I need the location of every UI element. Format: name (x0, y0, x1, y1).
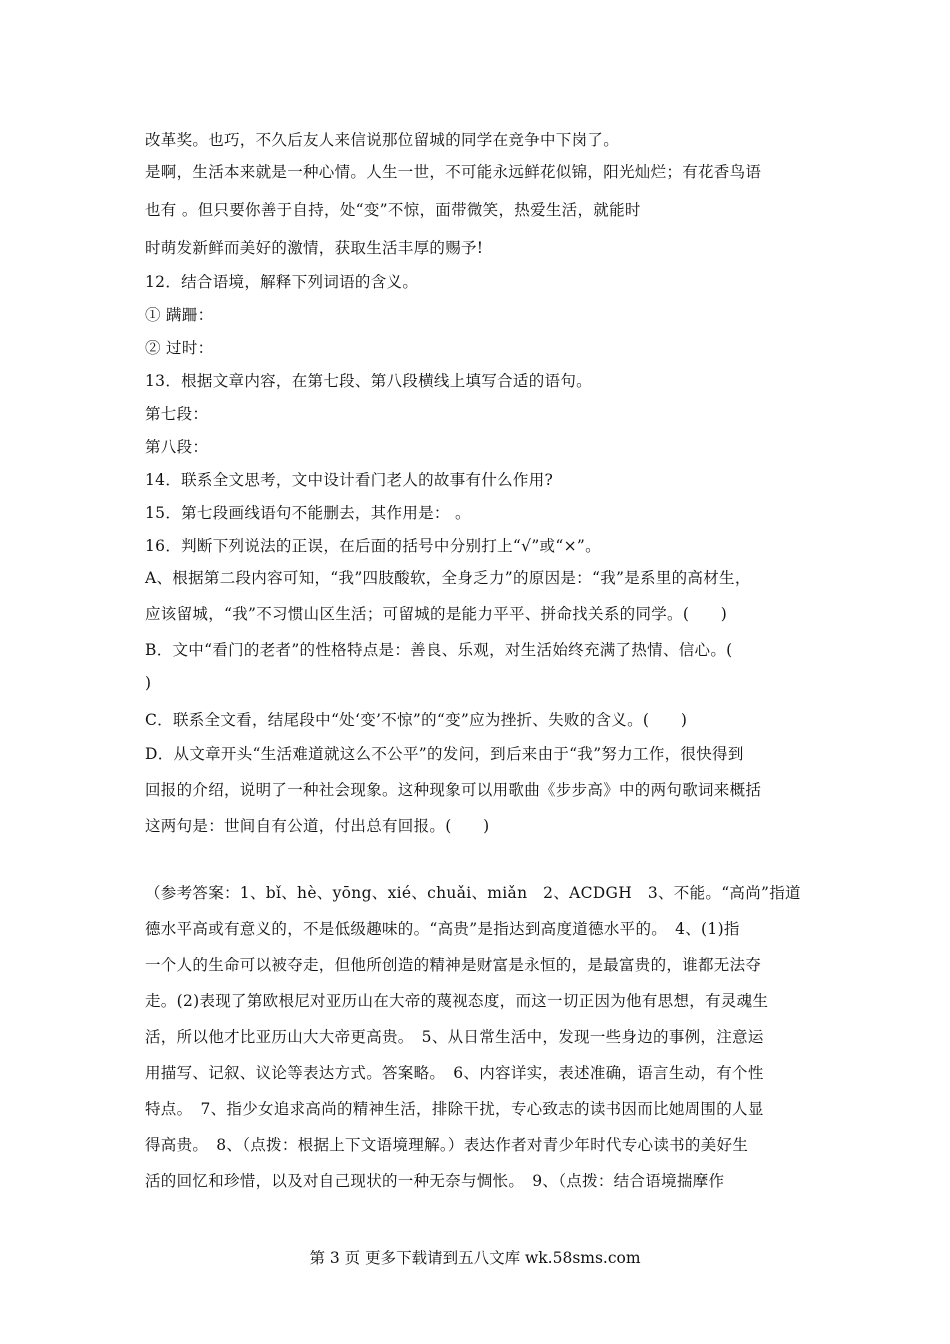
answer-line: （参考答案：1、bǐ、hè、yōng、xié、chuǎi、miǎn 2、ACDGH 3、不能。“高尚”指道 (145, 884, 801, 902)
answer-line: 一个人的生命可以被夺走，但他所创造的精神是财富是永恒的，是最富贵的，谁都无法夺 (145, 956, 762, 974)
text-line: 14．联系全文思考，文中设计看门老人的故事有什么作用? (145, 471, 554, 489)
text-line: ① 蹒跚： (145, 306, 214, 324)
text-line: 16．判断下列说法的正误，在后面的括号中分别打上“√”或“×”。 (145, 537, 601, 555)
text-line: 是啊，生活本来就是一种心情。人生一世，不可能永远鲜花似锦，阳光灿烂；有花香鸟语 (145, 163, 762, 181)
text-line: 也有 。但只要你善于自持，处“变”不惊，面带微笑，热爱生活，就能时 (145, 201, 641, 219)
text-line: 第七段： (145, 405, 209, 423)
text-line: 13．根据文章内容，在第七段、第八段横线上填写合适的语句。 (145, 372, 592, 390)
text-line: D．从文章开头“生活难道就这么不公平”的发问，到后来由于“我”努力工作，很快得到 (145, 745, 744, 763)
answer-line: 德水平高或有意义的，不是低级趣味的。“高贵”是指达到高度道德水平的。 4、(1)指 (145, 920, 740, 938)
text-line: 应该留城，“我”不习惯山区生活；可留城的是能力平平、拼命找关系的同学。( ) (145, 605, 728, 623)
answer-line: 特点。 7、指少女追求高尚的精神生活，排除干扰，专心致志的读书因而比她周围的人显 (145, 1100, 764, 1118)
answer-line: 得高贵。 8、（点拨：根据上下文语境理解。）表达作者对青少年时代专心读书的美好生 (145, 1136, 749, 1154)
text-line: 改革奖。也巧，不久后友人来信说那位留城的同学在竞争中下岗了。 (145, 131, 620, 149)
page-footer: 第 3 页 更多下载请到五八文库 wk.58sms.com (309, 1249, 641, 1267)
text-line: ② 过时： (145, 339, 214, 357)
text-line: 这两句是：世间自有公道，付出总有回报。( ) (145, 817, 490, 835)
answer-line: 活的回忆和珍惜，以及对自己现状的一种无奈与惆怅。 9、（点拨：结合语境揣摩作 (145, 1172, 725, 1190)
text-line: B．文中“看门的老者”的性格特点是：善良、乐观，对生活始终充满了热情、信心。( (145, 641, 733, 659)
text-line: 12．结合语境，解释下列词语的含义。 (145, 273, 419, 291)
answer-line: 走。(2)表现了第欧根尼对亚历山在大帝的蔑视态度，而这一切正因为他有思想，有灵魂生 (145, 992, 769, 1010)
answer-line: 用描写、记叙、议论等表达方式。答案略。 6、内容详实，表述准确，语言生动，有个性 (145, 1064, 764, 1082)
text-line: C．联系全文看，结尾段中“处‘变’不惊”的“变”应为挫折、失败的含义。( ) (145, 711, 688, 729)
text-line: 15．第七段画线语句不能删去，其作用是： 。 (145, 504, 471, 522)
text-line: 第八段： (145, 438, 209, 456)
text-line: 回报的介绍，说明了一种社会现象。这种现象可以用歌曲《步步高》中的两句歌词来概括 (145, 781, 762, 799)
answer-line: 活，所以他才比亚历山大大帝更高贵。 5、从日常生活中，发现一些身边的事例，注意运 (145, 1028, 764, 1046)
text-line: 时萌发新鲜而美好的激情，获取生活丰厚的赐予! (145, 239, 484, 257)
text-line: A、根据第二段内容可知，“我”四肢酸软，全身乏力”的原因是：“我”是系里的高材生， (145, 569, 751, 587)
text-line: ) (145, 674, 152, 692)
